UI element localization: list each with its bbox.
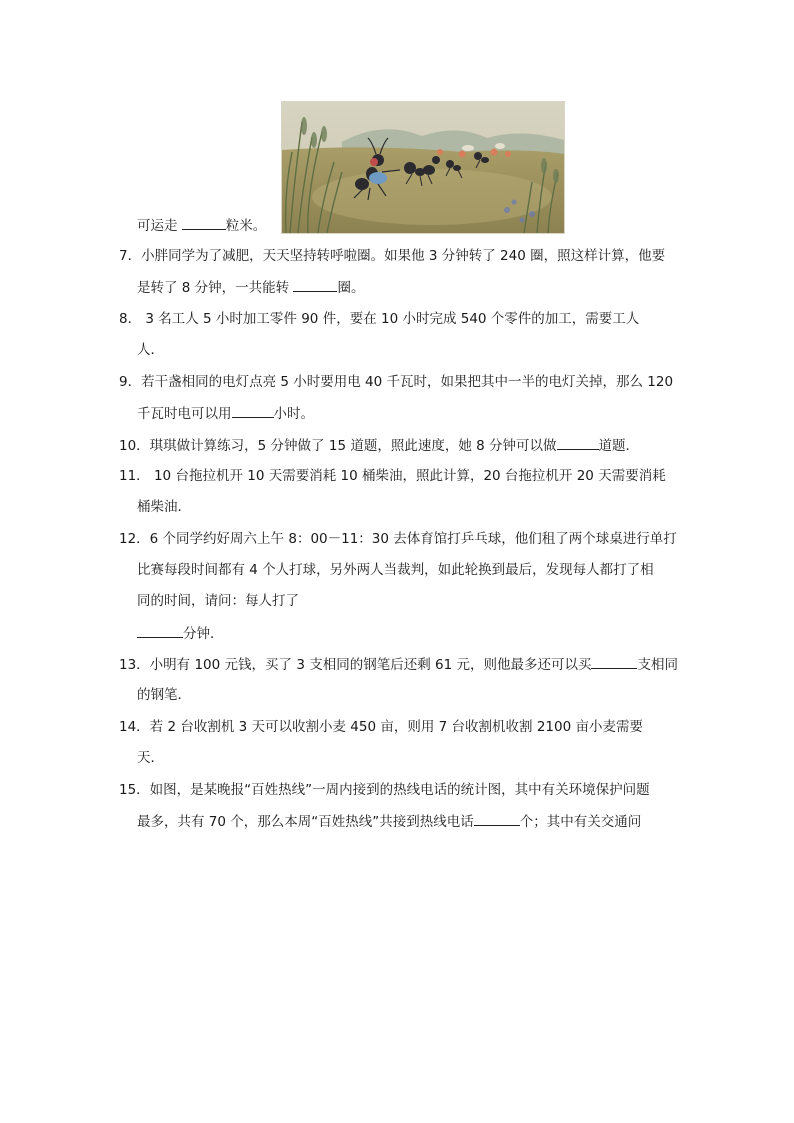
q6-prefix: 可运走 — [137, 218, 182, 234]
q13-line1 — [119, 655, 678, 674]
q7-prefix: 是转了 8 分钟，一共能转 — [137, 280, 294, 296]
q7-suffix: 圈。 — [337, 280, 365, 296]
q9-prefix: 千瓦时电可以用 — [137, 406, 232, 422]
answer-blank[interactable] — [474, 812, 520, 826]
ants-carrying-food-illustration — [281, 101, 565, 234]
q8-line2: 人． — [137, 342, 164, 358]
q9-line2 — [137, 404, 314, 423]
answer-blank[interactable] — [557, 436, 599, 450]
q7-line1: 7．小胖同学为了减肥，天天坚持转呼啦圈。如果他 3 分钟转了 240 圈，照这样计算，他要 — [119, 248, 666, 264]
answer-blank[interactable] — [137, 624, 183, 638]
q6-suffix: 粒米。 — [225, 218, 267, 234]
q11-line1: 11． 10 台拖拉机开 10 天需要消耗 10 桶柴油，照此计算，20 台拖拉机开 20 天需要消耗 — [119, 468, 666, 484]
q13-suffix: 支相同 — [637, 657, 678, 673]
q15-prefix: 最多，共有 70 个，那么本周“百姓热线”共接到热线电话 — [137, 814, 474, 830]
q15-suffix: 个；其中有关交通问 — [519, 814, 642, 830]
q15-line1: 15．如图，是某晚报“百姓热线”一周内接到的热线电话的统计图，其中有关环境保护问题 — [119, 782, 650, 798]
q14-line2: 天． — [137, 750, 164, 766]
q12-suffix: 分钟． — [183, 626, 224, 642]
q13-prefix: 13．小明有 100 元钱，买了 3 支相同的钢笔后还剩 61 元，则他最多还可以买 — [119, 657, 592, 673]
answer-blank[interactable] — [293, 278, 337, 292]
q12-line2: 比赛每段时间都有 4 个人打球，另外两人当裁判，如此轮换到最后，发现每人都打了相 — [137, 562, 654, 578]
answer-blank[interactable] — [232, 404, 274, 418]
q7-line2 — [137, 278, 364, 297]
q8-line1: 8． 3 名工人 5 小时加工零件 90 件，要在 10 小时完成 540 个零件的加工，需要工人 — [119, 311, 640, 327]
answer-blank[interactable] — [182, 216, 226, 230]
q14-line1: 14．若 2 台收割机 3 天可以收割小麦 450 亩，则用 7 台收割机收割 2100 亩小麦需要 — [119, 719, 643, 735]
q6-continuation — [137, 216, 266, 235]
q11-line2: 桶柴油． — [137, 499, 191, 515]
answer-blank[interactable] — [591, 655, 637, 669]
q9-line1: 9．若干盏相同的电灯点亮 5 小时要用电 40 千瓦时，如果把其中一半的电灯关掉，那么 120 — [119, 374, 674, 390]
q12-line4 — [137, 624, 224, 643]
q12-line1: 12．6 个同学约好周六上午 8：00－11：30 去体育馆打乒乓球，他们租了两个球桌进行单打 — [119, 531, 677, 547]
q10-suffix: 道题． — [598, 438, 639, 454]
q9-suffix: 小时。 — [273, 406, 314, 422]
q12-line3: 同的时间，请问：每人打了 — [137, 593, 299, 609]
q15-line2 — [137, 812, 641, 831]
q10-prefix: 10．琪琪做计算练习，5 分钟做了 15 道题，照此速度，她 8 分钟可以做 — [119, 438, 557, 454]
q10-line1 — [119, 436, 639, 455]
illustration-svg — [282, 102, 564, 233]
q13-line2: 的钢笔． — [137, 687, 191, 703]
